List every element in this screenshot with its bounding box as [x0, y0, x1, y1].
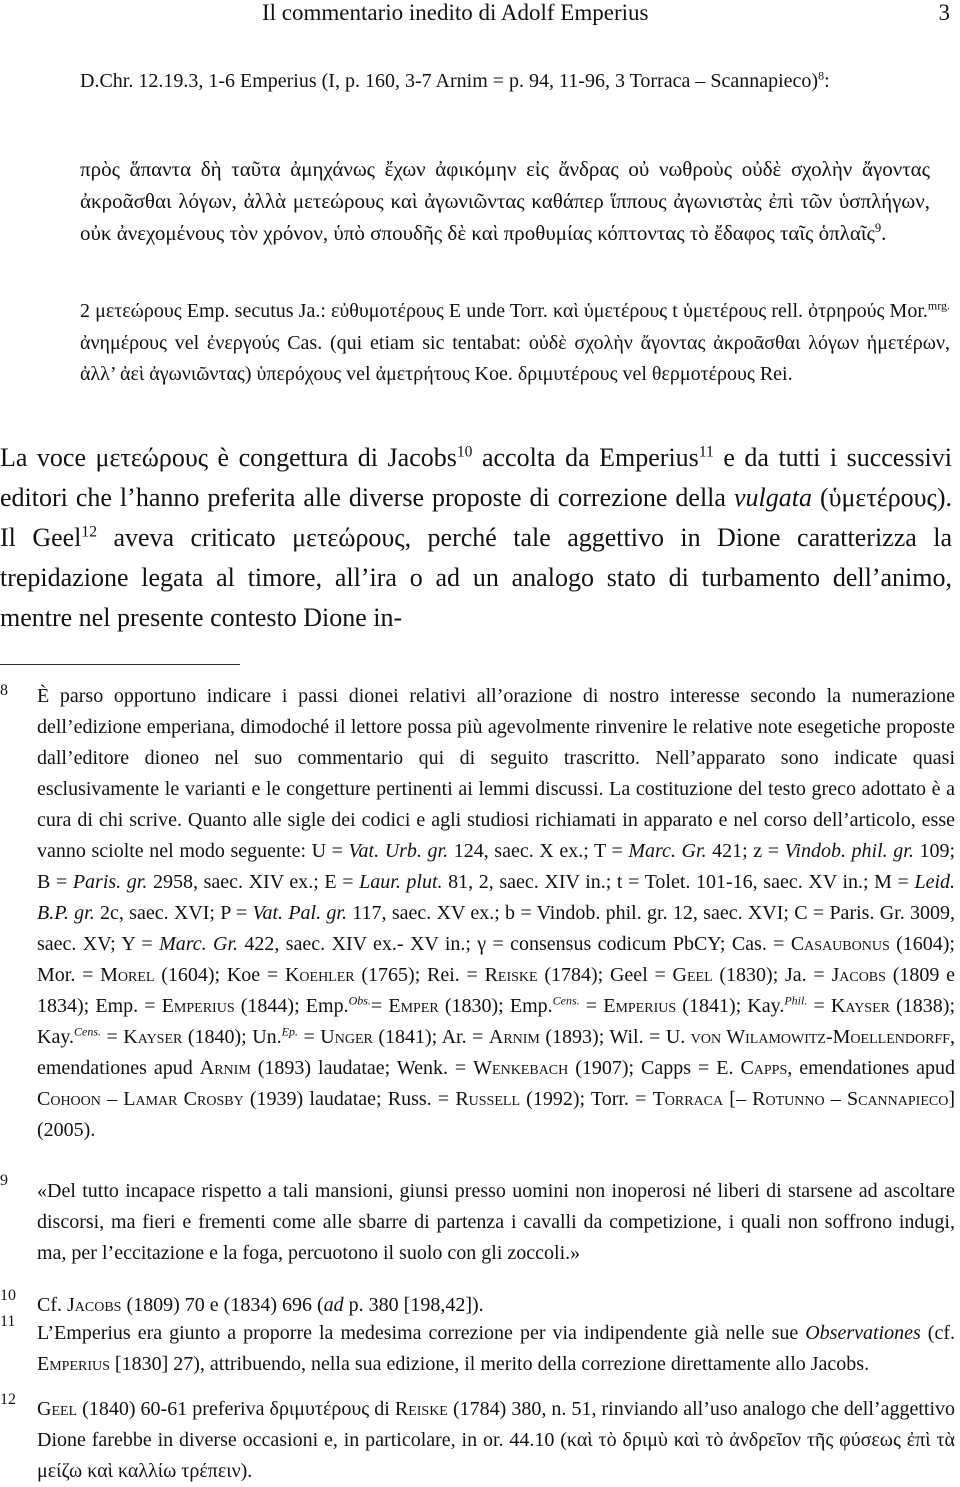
fn8-author: Scannapieco	[846, 1088, 949, 1110]
passage-reference	[80, 66, 930, 97]
footnote-8	[37, 681, 955, 1146]
footnote-10	[37, 1290, 955, 1321]
fn8-text: (1841); Ar. =	[372, 1026, 489, 1048]
greek-tail: .	[881, 221, 887, 245]
fn11-text: [1830] 27), attribuendo, nella sua edizione, il merito della correzione direttamente allo Jacobs.	[109, 1353, 870, 1375]
fn8-sup: Ep.	[281, 1024, 299, 1039]
fn10-author: Jacobs	[67, 1294, 122, 1316]
fn8-author: von Wilamowitz-Moellendorff	[690, 1026, 950, 1048]
body-text-4: (ὑμετέρους). Il Geel	[0, 483, 953, 552]
footnote-number-10: 10	[0, 1287, 16, 1304]
fn8-italic: Marc. Gr.	[628, 840, 707, 862]
footnote-mark-11[interactable]: 11	[698, 443, 714, 461]
body-text-3: e da tutti i successivi editori che l’hanno preferita alle diverse proposte di correzione della	[0, 443, 953, 512]
fn8-text: (1604); Mor. =	[37, 933, 955, 986]
fn11-text: L’Emperius era giunto a proporre la medesima correzione per via indipendente già nelle sue	[37, 1322, 806, 1344]
fn8-author: Cohoon	[37, 1088, 101, 1110]
fn11-text: (cf.	[920, 1322, 955, 1344]
fn8-text: (1784); Geel =	[537, 964, 673, 986]
fn8-author: Torraca	[652, 1088, 724, 1110]
fn8-author: Unger	[320, 1026, 373, 1048]
fn8-text: =	[298, 1026, 321, 1048]
fn8-text: –	[824, 1088, 847, 1110]
footnote-mark-12[interactable]: 12	[81, 523, 97, 541]
running-header	[0, 0, 960, 30]
fn8-text: 81, 2, saec. XIV in.; t = Tolet. 101-16, saec. XV in.; M =	[442, 871, 915, 893]
footnote-mark-10[interactable]: 10	[456, 443, 473, 461]
running-title: Il commentario inedito di Adolf Emperius	[262, 0, 649, 25]
body-text-1: La voce μετεώρους è congettura di Jacobs	[0, 443, 457, 472]
fn8-author: Reiske	[484, 964, 538, 986]
fn8-text: (1893); Wil. = U.	[539, 1026, 691, 1048]
fn10-text: p. 380 [198,42]).	[343, 1294, 484, 1316]
fn8-italic: Vat. Urb. gr.	[348, 840, 449, 862]
fn12-author: Reiske	[394, 1398, 448, 1420]
body-paragraph	[0, 438, 952, 638]
fn8-text: (1838); Kay.	[37, 995, 956, 1048]
apparatus-superscript: mrg.	[927, 298, 950, 313]
apparatus-part-2: ἀνημέρους vel ἐνεργούς Cas. (qui etiam sic tentabat: οὐδὲ σχολὴν ἄγοντας ἀκροᾶσθαι λόγων ἡμετέρων, ἀλλ’ ἀεὶ ἀγωνιῶντας) ὑπερόχους vel ἀμετρήτους Koe. δριμυτέρους vel θερμοτέρους Rei.	[80, 331, 950, 385]
fn8-text: (1844); Emp.	[234, 995, 349, 1017]
fn8-author: Emperius	[603, 995, 677, 1017]
fn8-text: (1893) laudatae; Wenk. =	[250, 1057, 474, 1079]
footnote-11	[37, 1318, 955, 1380]
fn10-italic: ad	[323, 1294, 344, 1316]
footnote-number-9: 9	[0, 1172, 8, 1189]
fn8-text: 124, saec. X ex.; T =	[448, 840, 629, 862]
fn8-italic: Vat. Pal. gr.	[252, 902, 347, 924]
footnote-number-11: 11	[0, 1313, 16, 1330]
fn8-author: Lamar Crosby	[123, 1088, 244, 1110]
body-text-5: aveva criticato μετεώρους, perché tale aggettivo in Dione caratterizza la trepidazione legata al timore, all’ira o ad un analogo stato di turbamento dell’animo, mentre nel presente contesto Dione in-	[0, 523, 952, 632]
fn8-text: ] (2005).	[37, 1088, 956, 1141]
fn8-text: 422, saec. XIV ex.- XV in.; γ = consensus codicum PbCY; Cas. =	[238, 933, 791, 955]
fn8-text: , emendationes apud	[37, 1026, 955, 1079]
fn8-italic: Marc. Gr.	[159, 933, 239, 955]
fn12-text: (1784) 380, n. 51, rinviando all’uso analogo che dell’aggettivo Dione farebbe in diverse occasioni e, in particolare, in or. 44.10 (καὶ τὸ δριμὺ καὶ τὸ ἀνδρεῖον τῆς φύσεως ἐπὶ τὰ μείζω καὶ καλλίω τρέπειν).	[37, 1398, 955, 1482]
fn10-text: (1809) 70 e (1834) 696 (	[121, 1294, 324, 1316]
critical-apparatus	[80, 296, 950, 391]
footnote-12	[37, 1394, 955, 1487]
fn8-text: 2c, saec. XVI; P =	[94, 902, 253, 924]
fn8-author: Capps	[740, 1057, 788, 1079]
fn8-text: (1830); Ja. =	[712, 964, 832, 986]
body-text-2: accolta da Emperius	[472, 443, 699, 472]
greek-passage	[80, 153, 930, 249]
fn8-author: Emperius	[161, 995, 235, 1017]
fn8-italic: Leid. B.P. gr.	[37, 871, 956, 924]
fn8-text: (1840); Un.	[182, 1026, 282, 1048]
fn8-text: =	[579, 995, 604, 1017]
fn8-author: Geel	[672, 964, 713, 986]
fn8-italic: Vindob. phil. gr.	[784, 840, 914, 862]
fn11-author: Emperius	[37, 1353, 110, 1375]
fn8-italic: Laur. plut.	[359, 871, 443, 893]
fn8-text: 421; z =	[706, 840, 785, 862]
footnote-mark-9[interactable]: 9	[874, 221, 882, 235]
fn8-text: –	[100, 1088, 124, 1110]
fn8-italic: Paris. gr.	[72, 871, 148, 893]
body-italic-vulgata: vulgata	[733, 483, 812, 512]
fn8-text: =	[370, 995, 389, 1017]
fn8-author: Jacobs	[831, 964, 886, 986]
fn8-author: Koehler	[284, 964, 355, 986]
fn8-author: Casaubonus	[790, 933, 890, 955]
fn8-text: (1939) laudatae; Russ. =	[243, 1088, 456, 1110]
fn10-text: Cf.	[37, 1294, 67, 1316]
fn8-text: =	[807, 995, 831, 1017]
footnote-separator	[0, 664, 240, 665]
reference-tail: :	[824, 70, 830, 92]
fn8-text: (1809 e 1834); Emp. =	[37, 964, 955, 1017]
fn8-text: 2958, saec. XIV ex.; E =	[147, 871, 360, 893]
fn8-text: (1907); Capps = E.	[568, 1057, 741, 1079]
fn8-text: =	[101, 1026, 124, 1048]
fn8-author: Wenkebach	[473, 1057, 569, 1079]
fn8-author: Kayser	[123, 1026, 183, 1048]
fn9-text: «Del tutto incapace rispetto a tali mansioni, giunsi presso uomini non inoperosi né liberi di starsene ad ascoltare discorsi, ma fieri e frementi come alle sbarre di partenza i cavalli da competizione, i quali non soffrono indugi, ma, per l’eccitazione e la foga, percuotono il suolo con gli zoccoli.»	[37, 1180, 955, 1264]
fn8-author: Arnim	[199, 1057, 251, 1079]
fn8-text: È parso opportuno indicare i passi dionei relativi all’orazione di nostro interesse secondo la numerazione dell’edizione emperiana, dimodoché il lettore possa più agevolmente rinvenire le relative note esegetiche proposte dall’editore dioneo nel suo commentario qui di seguito trascritto. Nell’apparato sono indicate quasi esclusivamente le varianti e le congetture pertinenti ai lemmi discussi. La costituzione del testo greco adottato è a cura di chi scrive. Quanto alle sigle dei codici e agli studiosi richiamati in apparato e nel corso dell’articolo, esse vanno sciolte nel modo seguente: U =	[37, 685, 955, 862]
fn8-author: Kayser	[830, 995, 890, 1017]
fn8-sup: Obs.	[348, 993, 371, 1008]
fn8-author: Rotunno	[752, 1088, 825, 1110]
fn8-text: 117, saec. XV ex.; b = Vindob. phil. gr. 12, saec. XVI; C = Paris. Gr. 3009, saec. XV; Y =	[37, 902, 956, 955]
fn8-author: Russell	[455, 1088, 520, 1110]
footnote-number-12: 12	[0, 1391, 16, 1408]
fn8-text: (1830); Emp.	[438, 995, 553, 1017]
fn8-text: (1604); Koe =	[154, 964, 285, 986]
page-number: 3	[938, 0, 950, 25]
fn12-author: Geel	[37, 1398, 78, 1420]
fn8-author: Morel	[100, 964, 155, 986]
fn8-text: , emendationes apud	[787, 1057, 956, 1079]
fn12-text: (1840) 60-61 preferiva δριμυτέρους di	[77, 1398, 395, 1420]
fn8-author: Arnim	[488, 1026, 540, 1048]
apparatus-part-1: 2 μετεώρους Emp. secutus Ja.: εὐθυμοτέρους E unde Torr. καὶ ὑμετέρους t ὑμετέρους rell. ὀτρηρούς Mor.	[80, 300, 928, 322]
fn8-sup: Cens.	[74, 1024, 102, 1039]
reference-text: D.Chr. 12.19.3, 1-6 Emperius (I, p. 160, 3-7 Arnim = p. 94, 11-96, 3 Torraca – Scannapieco)	[80, 70, 819, 92]
fn8-text: [–	[723, 1088, 753, 1110]
fn8-sup: Cens.	[552, 993, 580, 1008]
fn8-sup: Phil.	[784, 993, 808, 1008]
fn11-italic: Observationes	[805, 1322, 921, 1344]
footnote-number-8: 8	[0, 682, 8, 699]
fn8-text: (1841); Kay.	[676, 995, 785, 1017]
fn8-text: 109; B =	[37, 840, 955, 893]
fn8-text: (1765); Rei. =	[354, 964, 485, 986]
greek-text: πρὸς ἅπαντα δὴ ταῦτα ἀμηχάνως ἔχων ἀφικόμην εἰς ἄνδρας οὐ νωθροὺς οὐδὲ σχολὴν ἄγοντας ἀκροᾶσθαι λόγων, ἀλλὰ μετεώρους καὶ ἀγωνιῶντας καθάπερ ἵππους ἀγωνιστὰς ἐπὶ τῶν ὑσπλήγων, οὐκ ἀνεχομένους τὸν χρόνον, ὑπὸ σπουδῆς δὲ καὶ προθυμίας κόπτοντας τὸ ἔδαφος ταῖς ὁπλαῖς	[80, 157, 930, 245]
fn8-text: (1992); Torr. =	[520, 1088, 653, 1110]
footnote-mark-8[interactable]: 8	[818, 68, 825, 83]
fn8-author: Emper	[388, 995, 439, 1017]
footnote-9	[37, 1176, 955, 1269]
